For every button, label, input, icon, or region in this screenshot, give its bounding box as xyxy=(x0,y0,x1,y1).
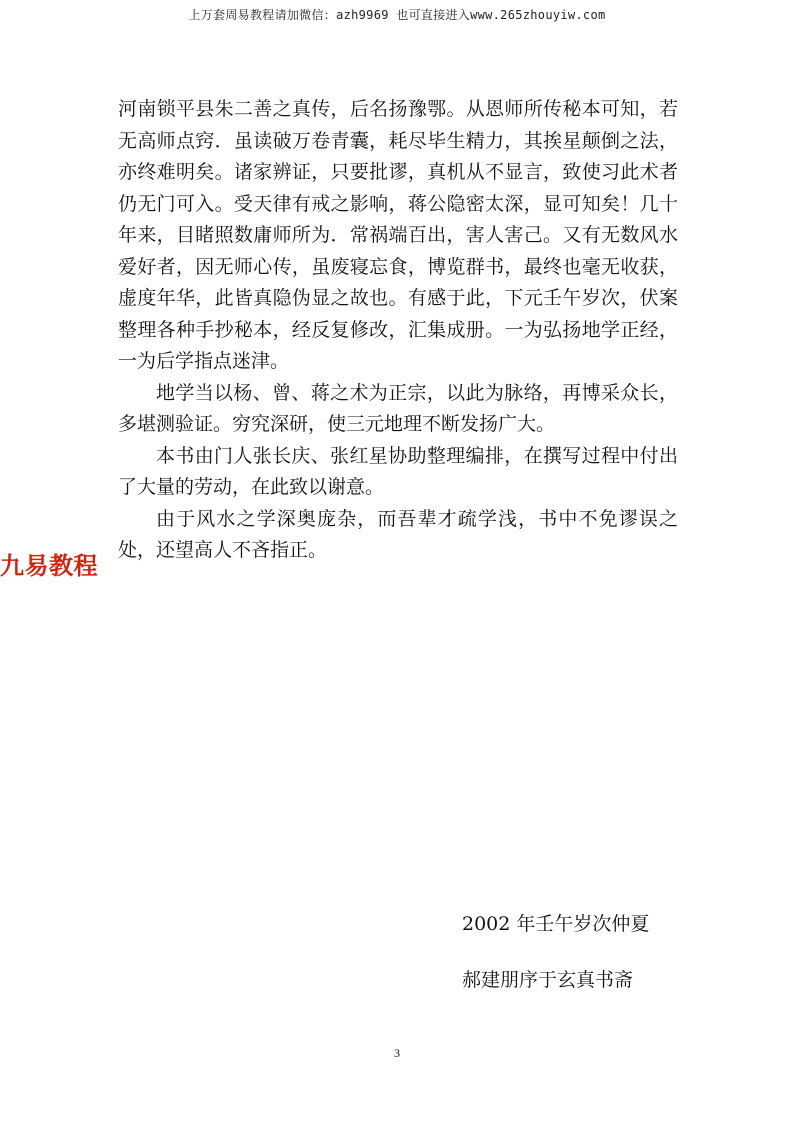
signature-date: 2002 年壬午岁次仲夏 xyxy=(462,913,650,935)
paragraph-1: 河南锁平县朱二善之真传，后名扬豫鄂。从恩师所传秘本可知，若无高师点窍．虽读破万卷青囊，耗尽毕生精力，其挨星颠倒之法，亦终难明矣。诸家辨证，只要批谬，真机从不显言，致使习此术者仍无门可入。受天律有戒之影响，蒋公隐密太深，显可知矣！几十年来，目睹照数庸师所为．常祸端百出，害人害己。又有无数风水爱好者，因无师心传，虽废寝忘食，博览群书，最终也毫无收获，虚度年华，此皆真隐伪显之故也。有感于此，下元壬午岁次，伏案整理各种手抄秘本，经反复修改，汇集成册。一为弘扬地学正经，一为后学指点迷津。 xyxy=(118,98,678,372)
preface-body xyxy=(118,94,678,567)
page-number: 3 xyxy=(394,1046,400,1060)
paragraph-3: 本书由门人张长庆、张红星协助整理编排，在撰写过程中付出了大量的劳动，在此致以谢意。 xyxy=(118,444,678,498)
watermark-logo: 九易教程 xyxy=(0,552,98,580)
paragraph-2: 地学当以杨、曾、蒋之术为正宗，以此为脉络，再博采众长，多堪测验证。穷究深研，使三元地理不断发扬广大。 xyxy=(118,381,678,435)
paragraph-4: 由于风水之学深奥庞杂，而吾辈才疏学浅，书中不免谬误之处，还望高人不吝指正。 xyxy=(118,507,678,561)
signature-author: 郝建朋序于玄真书斋 xyxy=(462,969,634,991)
header-banner: 上万套周易教程请加微信：azh9969 也可直接进入www.265zhouyiw.com xyxy=(188,8,606,22)
